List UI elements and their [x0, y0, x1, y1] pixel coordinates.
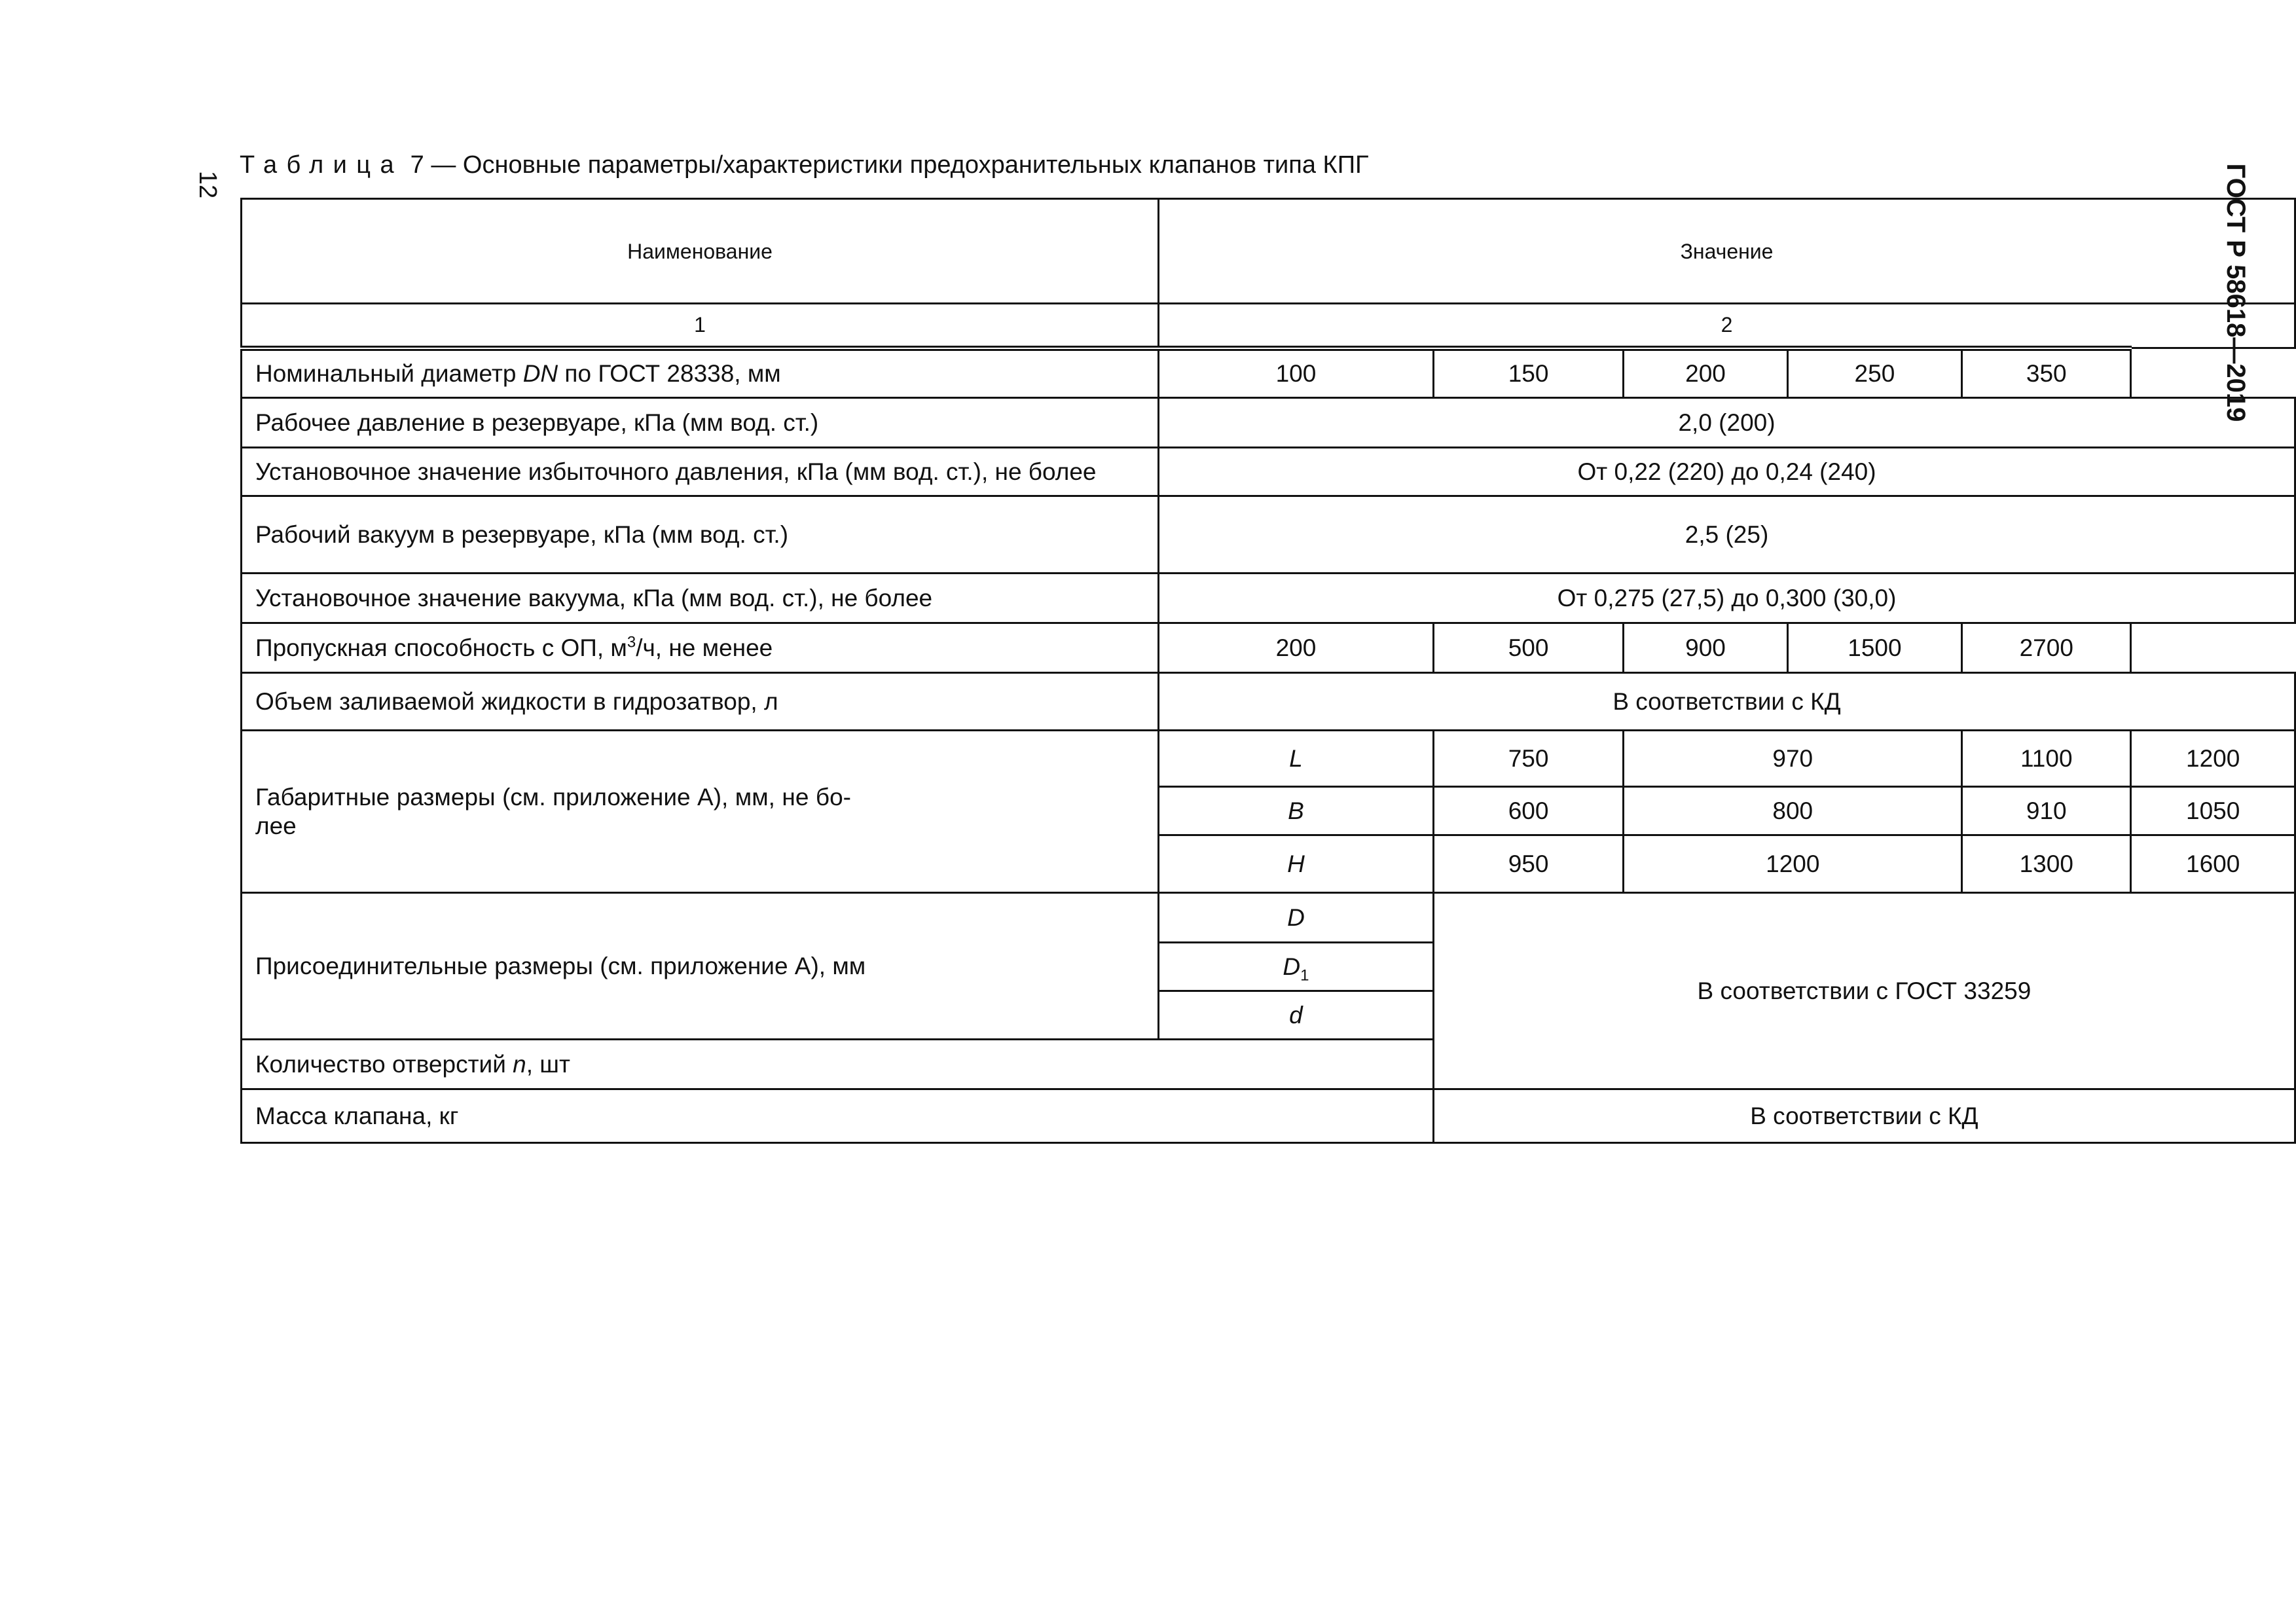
- dimension-symbol-L: L: [1159, 731, 1434, 787]
- value-cell: 800: [1624, 787, 1962, 835]
- row-connection-D: [242, 893, 2295, 943]
- value-cell: 200: [1159, 623, 1434, 673]
- caption-text: — Основные параметры/характеристики предохранительных клапанов типа КПГ: [431, 151, 1369, 179]
- header-value: Значение: [1159, 199, 2295, 304]
- label-overall-dimensions: [242, 731, 1159, 893]
- value-connection-dimensions: В соответствии с ГОСТ 33259: [1433, 893, 2295, 1089]
- connection-symbol-d: d: [1159, 991, 1434, 1040]
- value-overpressure-setting: От 0,22 (220) до 0,24 (240): [1159, 448, 2295, 496]
- label-hole-count: Количество отверстий n, шт: [242, 1040, 1434, 1089]
- value-cell: 1500: [1787, 623, 1962, 673]
- row-capacity: [242, 623, 2295, 673]
- overall-dimensions-text: Габаритные размеры (см. приложение А), мм, не бо-лее: [255, 783, 851, 839]
- header-name: Наименование: [242, 199, 1159, 304]
- label-nominal-diameter: Номинальный диаметр DN по ГОСТ 28338, мм: [242, 348, 1159, 398]
- standard-code: ГОСТ Р 58618—2019: [2221, 163, 2250, 422]
- value-valve-mass: В соответствии с КД: [1433, 1089, 2295, 1143]
- value-cell: 1300: [1962, 835, 2131, 893]
- value-cell: 950: [1433, 835, 1624, 893]
- label-connection-dimensions: Присоединительные размеры (см. приложение А), мм: [242, 893, 1159, 1040]
- value-cell: 600: [1433, 787, 1624, 835]
- connection-symbol-D1: $D_1$: [1159, 943, 1434, 991]
- label-liquid-volume: Объем заливаемой жидкости в гидрозатвор, л: [242, 673, 1159, 731]
- value-cell: 350: [1962, 348, 2131, 398]
- column-number-row: [242, 304, 2295, 348]
- value-working-pressure: 2,0 (200): [1159, 398, 2295, 448]
- row-liquid-volume: [242, 673, 2295, 731]
- caption-number: 7: [410, 151, 424, 179]
- caption-label: Таблица: [240, 151, 404, 179]
- label-valve-mass: Масса клапана, кг: [242, 1089, 1434, 1143]
- value-cell: 910: [1962, 787, 2131, 835]
- header-row: [242, 199, 2295, 304]
- value-working-vacuum: 2,5 (25): [1159, 496, 2295, 574]
- value-cell: 250: [1787, 348, 1962, 398]
- row-valve-mass: [242, 1089, 2295, 1143]
- column-number-1: 1: [242, 304, 1159, 348]
- dimension-symbol-B: B: [1159, 787, 1434, 835]
- row-overpressure-setting: [242, 448, 2295, 496]
- value-cell: 750: [1433, 731, 1624, 787]
- label-overpressure-setting: Установочное значение избыточного давления, кПа (мм вод. ст.), не более: [242, 448, 1159, 496]
- parameters-table: [240, 198, 2296, 1144]
- row-dimension-L: [242, 731, 2295, 787]
- value-cell: 1050: [2131, 787, 2295, 835]
- parameters-table-wrapper: [240, 198, 2296, 1144]
- label-vacuum-setting: Установочное значение вакуума, кПа (мм вод. ст.), не более: [242, 574, 1159, 623]
- value-cell: 900: [1624, 623, 1787, 673]
- value-liquid-volume: В соответствии с КД: [1159, 673, 2295, 731]
- value-cell: 1200: [1624, 835, 1962, 893]
- label-working-pressure: Рабочее давление в резервуаре, кПа (мм вод. ст.): [242, 398, 1159, 448]
- column-number-2: 2: [1159, 304, 2295, 348]
- value-cell: 150: [1433, 348, 1624, 398]
- table-caption: [240, 148, 1369, 182]
- value-cell: 1600: [2131, 835, 2295, 893]
- value-cell: 1100: [1962, 731, 2131, 787]
- value-cell: 2700: [1962, 623, 2131, 673]
- row-vacuum-setting: [242, 574, 2295, 623]
- value-cell: 200: [1624, 348, 1787, 398]
- value-vacuum-setting: От 0,275 (27,5) до 0,300 (30,0): [1159, 574, 2295, 623]
- value-cell: 100: [1159, 348, 1434, 398]
- row-working-vacuum: [242, 496, 2295, 574]
- row-working-pressure: [242, 398, 2295, 448]
- value-cell: 970: [1624, 731, 1962, 787]
- label-capacity: Пропускная способность с ОП, $м^3/ч$, не менее: [242, 623, 1159, 673]
- row-nominal-diameter: [242, 348, 2295, 398]
- page-number: 12: [194, 170, 221, 199]
- dimension-symbol-H: H: [1159, 835, 1434, 893]
- value-cell: 500: [1433, 623, 1624, 673]
- label-working-vacuum: Рабочий вакуум в резервуаре, кПа (мм вод. ст.): [242, 496, 1159, 574]
- connection-symbol-D: D: [1159, 893, 1434, 943]
- value-cell: 1200: [2131, 731, 2295, 787]
